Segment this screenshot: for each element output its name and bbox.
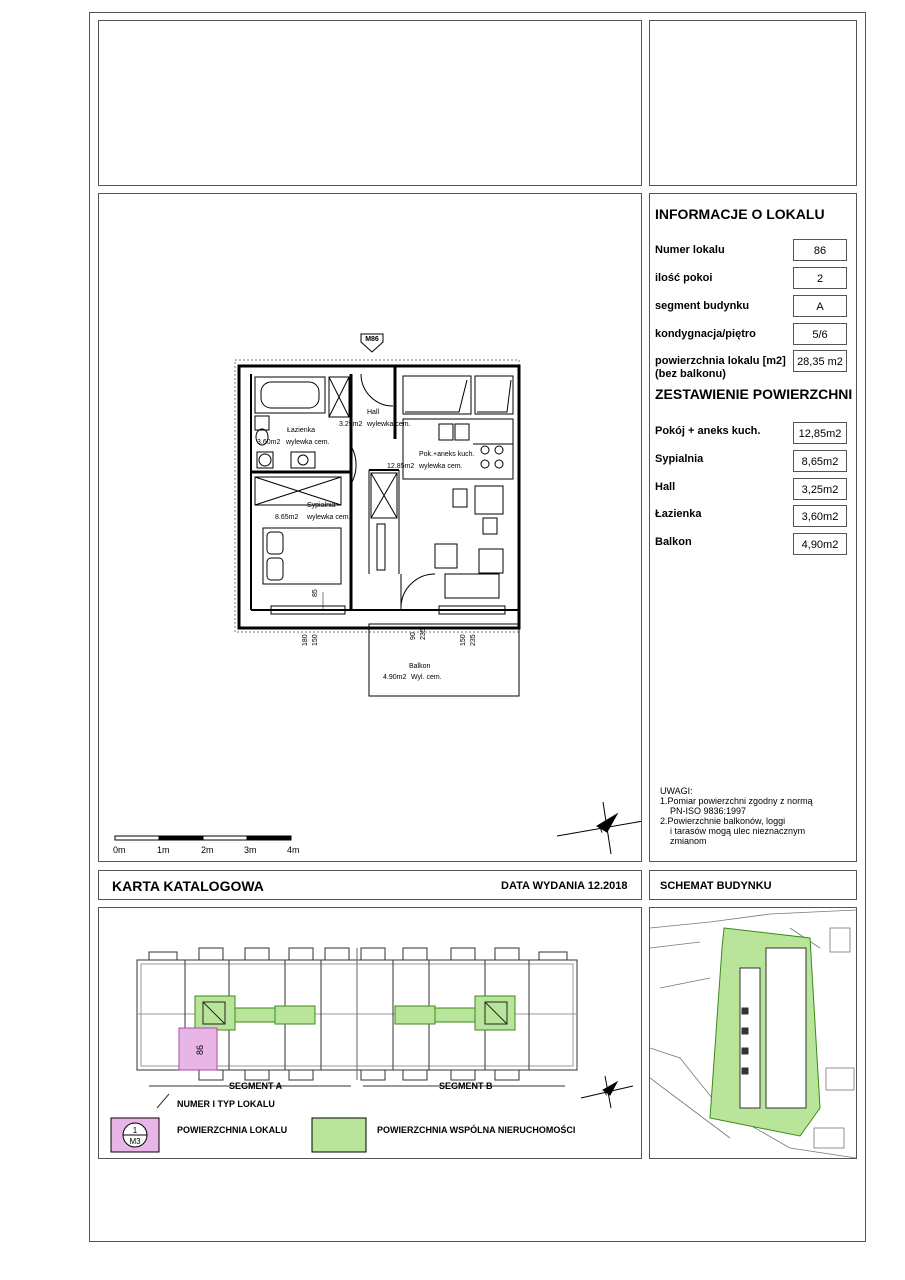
balcony-floor: Wyl. cem.	[411, 674, 442, 681]
area-value-balcony: 4,90m2	[793, 533, 847, 555]
issue-date: DATA WYDANIA 12.2018	[501, 880, 628, 892]
info-panel	[649, 193, 857, 862]
legend-num: 1	[132, 1126, 138, 1135]
info-label-floor: kondygnacja/piętro	[655, 328, 756, 340]
common-area-fill	[195, 996, 515, 1030]
info-heading: INFORMACJE O LOKALU	[655, 206, 825, 222]
bed-area: 8.65m2	[275, 514, 299, 521]
dim-1a: 180	[302, 634, 309, 646]
svg-text:N: N	[596, 819, 610, 836]
svg-text:N: N	[602, 1085, 614, 1099]
dim-3b: 235	[470, 634, 477, 646]
site-schema-panel	[649, 907, 857, 1159]
north-arrow-icon	[557, 802, 641, 854]
catalog-title: KARTA KATALOGOWA	[112, 878, 264, 894]
info-value-floor: 5/6	[793, 323, 847, 345]
bed-label: Sypialnia	[307, 502, 336, 509]
scale-bar	[115, 836, 291, 840]
info-value-number: 86	[793, 239, 847, 261]
segment-b-label: SEGMENT B	[439, 1081, 493, 1091]
balcony-area: 4.90m2	[383, 674, 407, 681]
key-plan-panel	[98, 907, 642, 1159]
area-label-hall: Hall	[655, 481, 676, 493]
info-value-segment: A	[793, 295, 847, 317]
notes-line-3: 2.Powierzchnie balkonów, loggi	[660, 816, 786, 826]
area-value-bathroom: 3,60m2	[793, 505, 847, 527]
catalog-title-bar	[98, 870, 642, 900]
hall-floor: wylewka cem.	[367, 421, 411, 428]
unit-mark: 86	[195, 1044, 205, 1056]
unit-tag-label: M86	[365, 336, 379, 343]
area-value-living: 12,85m2	[793, 422, 847, 444]
info-value-area: 28,35 m2	[793, 350, 847, 372]
area-value-hall: 3,25m2	[793, 478, 847, 500]
areas-heading: ZESTAWIENIE POWIERZCHNI	[655, 386, 853, 402]
hall-label: Hall	[367, 409, 380, 416]
dim-2a: 90	[410, 632, 417, 640]
dim-1b: 150	[312, 634, 319, 646]
header-logo-area	[98, 20, 642, 186]
site-map-drawing	[650, 908, 856, 1158]
legend-common: POWIERZCHNIA WSPÓLNA NIERUCHOMOŚCI	[377, 1125, 576, 1135]
info-label-area: powierzchnia lokalu [m2]	[655, 355, 786, 367]
bath-label: Łazienka	[287, 427, 316, 434]
notes-line-4: i tarasów mogą ulec nieznacznym	[670, 826, 806, 836]
legend-unit-area: POWIERZCHNIA LOKALU	[177, 1125, 288, 1135]
area-label-living: Pokój + aneks kuch.	[655, 425, 761, 437]
scale-3: 3m	[244, 845, 257, 855]
hall-area: 3.25m2	[339, 421, 363, 428]
dim-2b: 235	[420, 628, 427, 640]
notes-line-5: zmianom	[670, 836, 707, 846]
info-label-segment: segment budynku	[655, 300, 750, 312]
notes-title: UWAGI:	[660, 786, 693, 796]
area-label-balcony: Balkon	[655, 536, 692, 548]
header-right-area	[649, 20, 857, 186]
scale-0: 0m	[113, 845, 126, 855]
bath-area: 3.60m2	[257, 439, 281, 446]
dim-3a: 150	[460, 634, 467, 646]
scale-4: 4m	[287, 845, 300, 855]
north-arrow-icon	[581, 1076, 633, 1108]
balcony-label: Balkon	[409, 663, 431, 670]
segment-a-label: SEGMENT A	[229, 1081, 283, 1091]
legend-common-swatch	[312, 1118, 366, 1152]
area-value-bedroom: 8,65m2	[793, 450, 847, 472]
living-area: 12.85m2	[387, 463, 415, 470]
living-label: Pok.+aneks kuch.	[419, 451, 475, 458]
notes-line-2: PN-ISO 9836:1997	[670, 806, 747, 816]
bed-floor: wylewka cem.	[307, 514, 351, 521]
area-label-bedroom: Sypialnia	[655, 453, 704, 465]
schema-title: SCHEMAT BUDYNKU	[660, 880, 772, 892]
dim-4: 85	[312, 589, 319, 597]
floor-plan-panel	[98, 193, 642, 862]
info-label-number: Numer lokalu	[655, 244, 725, 256]
area-label-bathroom: Łazienka	[655, 508, 702, 520]
legend-unit-title: NUMER I TYP LOKALU	[177, 1099, 275, 1109]
apartment-outline	[235, 360, 519, 632]
legend-type: M3	[129, 1137, 141, 1146]
key-plan-drawing	[99, 908, 641, 1158]
balcony-outline	[369, 624, 519, 696]
scale-2: 2m	[201, 845, 214, 855]
info-label-rooms: ilość pokoi	[655, 272, 713, 284]
scale-1: 1m	[157, 845, 170, 855]
living-floor: wylewka cem.	[419, 463, 463, 470]
schema-title-bar	[649, 870, 857, 900]
floor-plan-drawing	[99, 194, 641, 861]
notes-line-1: 1.Pomiar powierzchni zgodny z normą	[660, 796, 813, 806]
info-value-rooms: 2	[793, 267, 847, 289]
bath-floor: wylewka cem.	[286, 439, 330, 446]
info-label-area-note: (bez balkonu)	[655, 368, 726, 380]
